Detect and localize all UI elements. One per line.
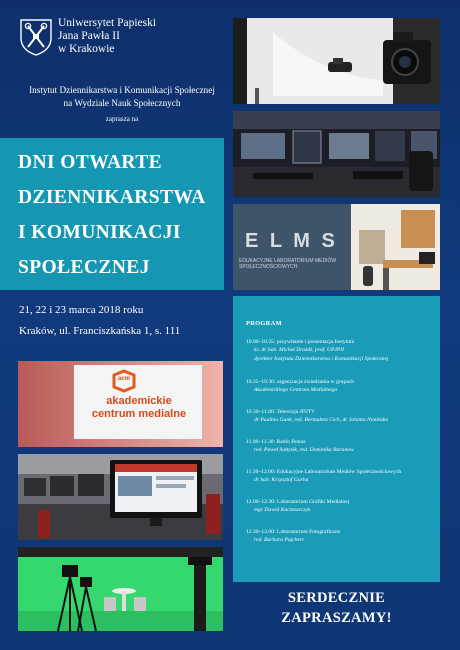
event-title-line: DNI OTWARTE xyxy=(18,152,163,173)
program-item-main: 10.30–11.00: Telewizja JP2TV xyxy=(246,409,316,415)
program-item-main: 10.25–10.30: organizacja zwiedzania w grupach xyxy=(246,379,355,385)
program-item-detail: mgr Dawid Kaczmarczyk xyxy=(254,507,311,514)
program-item xyxy=(246,378,436,395)
elms-wall-subtext: EDUKACYJNE LABORATORIUM MEDIÓW SPOŁECZNOŚCIOWYCH xyxy=(239,258,337,270)
university-line: Uniwersytet Papieski xyxy=(58,17,157,29)
program-item-main: 11.00–11.30: Radio Bonus xyxy=(246,439,306,445)
program-item xyxy=(246,408,436,425)
institute-line: na Wydziale Nauk Społecznych xyxy=(63,97,181,108)
program-item-detail: red. Paweł Sołtysik, red. Dominika Baranow xyxy=(254,447,354,454)
closing-line: SERDECZNIE xyxy=(287,590,386,606)
elms-wall-text: E L M S xyxy=(245,230,338,252)
program-item xyxy=(246,338,436,363)
event-title-line: DZIENNIKARSTWA xyxy=(18,187,206,208)
photo-green-screen-studio xyxy=(18,547,223,631)
program-item-main: 12.00–12.30: Laboratorium Grafiki Medialnej xyxy=(246,499,350,505)
photo-studio-camera xyxy=(233,18,440,104)
program-item-main: 12.30–13.00: Laboratorium Fotograficzne xyxy=(246,529,341,535)
program-title: PROGRAM xyxy=(246,320,282,327)
event-title-box xyxy=(0,138,224,290)
university-line: Jana Pawła II xyxy=(58,30,120,42)
invite-text: zaprasza na xyxy=(105,115,139,123)
acm-logo-text: acm xyxy=(117,376,130,382)
program-item xyxy=(246,498,436,515)
event-place: Kraków, ul. Franciszkańska 1, s. 111 xyxy=(19,325,181,337)
program-item-detail: ks. dr hab. Michał Drożdż, prof. UPJPII xyxy=(254,347,345,354)
institute-name xyxy=(16,84,228,109)
program-item-detail: dyrektor Instytutu Dziennikarstwa i Komunikacji Społecznej xyxy=(254,355,389,362)
photo-computer-lab xyxy=(18,454,223,540)
closing-line: ZAPRASZAMY! xyxy=(281,610,392,626)
acm-sign-text xyxy=(84,395,194,421)
program-item xyxy=(246,468,436,485)
university-name xyxy=(58,17,198,56)
program-item-main: 10.00–10.25: przywitanie i prezentacja Instytutu xyxy=(246,339,355,345)
acm-sign-line: centrum medialne xyxy=(91,408,187,420)
closing-message xyxy=(233,588,440,628)
program-item xyxy=(246,528,436,545)
university-line: w Krakowie xyxy=(58,43,115,55)
university-crest-icon xyxy=(19,18,53,56)
program-item-detail: dr hab. Krzysztof Gurba xyxy=(254,477,309,484)
photo-acm-sign xyxy=(18,361,223,447)
program-item-detail: red. Barbara Pajchert xyxy=(254,537,304,544)
program-item xyxy=(246,438,436,455)
program-panel xyxy=(233,296,440,582)
photo-elms-lab xyxy=(233,204,440,290)
event-dates: 21, 22 i 23 marca 2018 roku xyxy=(19,304,144,316)
program-item-detail: Akademickiego Centrum Medialnego xyxy=(254,387,338,394)
event-title-line: I KOMUNIKACJI xyxy=(18,222,181,243)
event-title-line: SPOŁECZNEJ xyxy=(18,257,150,278)
acm-sign-line: akademickie xyxy=(106,395,172,407)
program-item-main: 11.30–12.00: Edukacyjne Laboratorium Mediów Społecznościowych xyxy=(246,469,402,475)
institute-line: Instytut Dziennikarstwa i Komunikacji Społecznej xyxy=(29,85,215,95)
photo-tv-control-room xyxy=(233,111,440,197)
program-item-detail: dr Paulina Gunk, red. Bernadeta Cich, dr Jolanta Nimińska xyxy=(254,417,389,424)
